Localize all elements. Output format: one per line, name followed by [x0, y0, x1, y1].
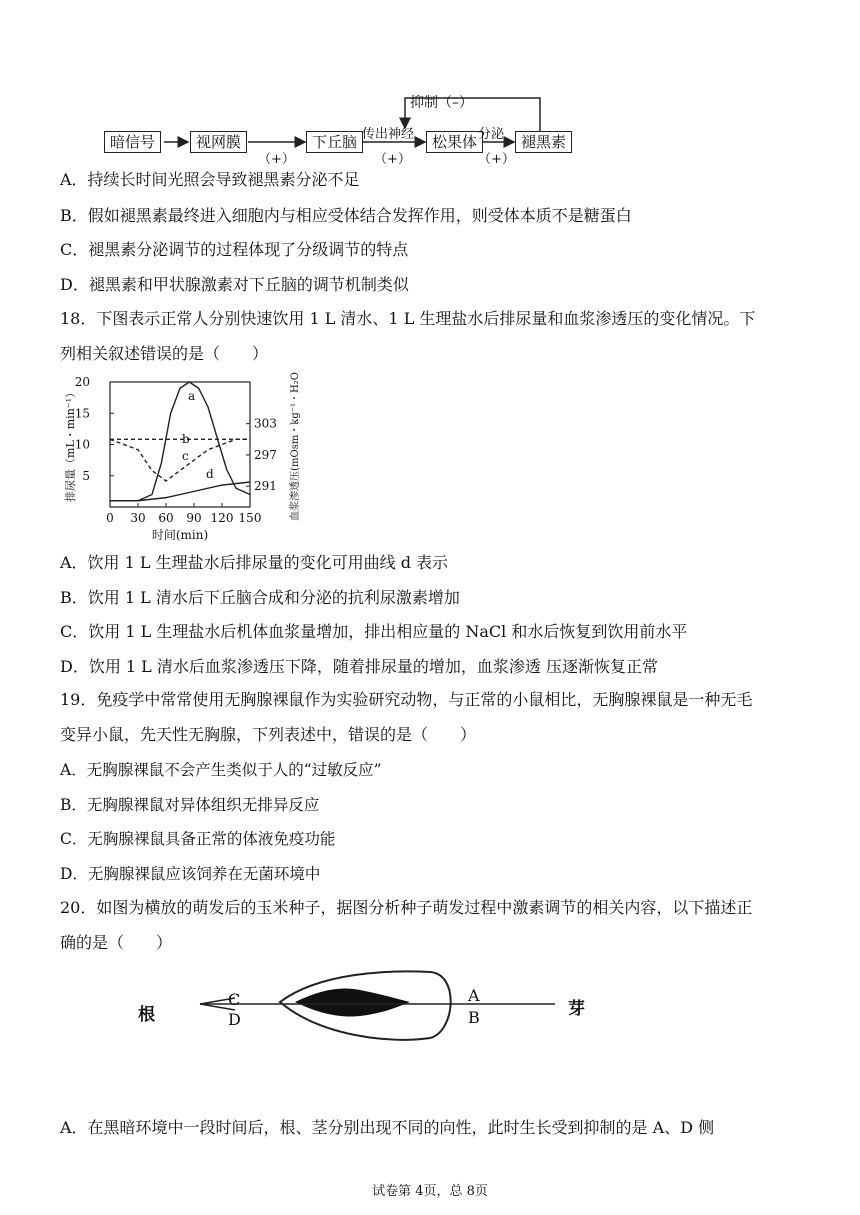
- y-left-tick-label: 5: [82, 468, 90, 483]
- series-label-b: b: [182, 432, 190, 446]
- x-tick-label: 90: [186, 511, 202, 525]
- seed-label-b: B: [468, 1008, 480, 1027]
- box-hypothalamus: 下丘脑: [306, 131, 363, 153]
- box-retina: 视网膜: [190, 131, 247, 153]
- seed-label-d: D: [228, 1010, 241, 1029]
- plus-label-1: （+）: [258, 152, 295, 167]
- q18-option-a: A．饮用 1 L 生理盐水后排尿量的变化可用曲线 d 表示: [60, 553, 449, 572]
- label-efferent-nerve: 传出神经: [362, 127, 415, 142]
- plot-frame: [110, 382, 250, 507]
- q19-option-b: B．无胸腺裸鼠对异体组织无排异反应: [60, 796, 320, 814]
- q20-stem-line2: 确的是（ ）: [60, 933, 173, 952]
- q18-stem-line2: 列相关叙述错误的是（ ）: [60, 344, 269, 363]
- y-right-tick-label: 297: [254, 447, 277, 462]
- q19-option-d: D．无胸腺裸鼠应该饲养在无菌环境中: [60, 865, 321, 883]
- q17-option-c: C．褪黑素分泌调节的过程体现了分级调节的特点: [60, 240, 409, 259]
- q18-chart: [60, 372, 310, 544]
- q18-option-d: D．饮用 1 L 清水后血浆渗透压下降，随着排尿量的增加，血浆渗透 压逐渐恢复正常: [60, 657, 658, 676]
- q19-option-a: A．无胸腺裸鼠不会产生类似于人的“过敏反应”: [60, 761, 382, 779]
- plus-label-3: （+）: [478, 152, 515, 167]
- y-right-axis-label: 血浆渗透压(mOsm・kg⁻¹・H₂O): [290, 372, 301, 521]
- label-secrete: 分泌: [478, 127, 505, 142]
- x-tick-label: 120: [210, 511, 234, 525]
- y-left-tick-label: 20: [74, 375, 90, 389]
- x-tick-label: 60: [158, 511, 174, 525]
- series-label-d: d: [206, 467, 214, 481]
- y-left-tick-label: 10: [74, 437, 90, 452]
- y-left-axis-label: 排尿量（mL・min⁻¹）: [64, 387, 77, 502]
- q20-stem-line1: 20．如图为横放的萌发后的玉米种子，据图分析种子萌发过程中激素调节的相关内容，以下描述正: [60, 898, 753, 917]
- q19-option-c: C．无胸腺裸鼠具备正常的体液免疫功能: [60, 830, 336, 848]
- y-right-tick-label: 291: [254, 479, 277, 494]
- bud-label: 芽: [568, 999, 585, 1019]
- x-tick-label: 0: [106, 511, 114, 525]
- series-line-d: [110, 482, 250, 501]
- seed-label-c: C: [228, 990, 241, 1009]
- x-axis-label: 时间(min): [151, 528, 209, 542]
- q17-option-b: B．假如褪黑素最终进入细胞内与相应受体结合发挥作用，则受体本质不是糖蛋白: [60, 206, 632, 225]
- q17-option-a: A．持续长时间光照会导致褪黑素分泌不足: [60, 170, 360, 189]
- q18-chart-svg: [60, 372, 310, 544]
- seed-label-a: A: [468, 986, 480, 1005]
- y-left-tick-label: 15: [74, 406, 90, 421]
- q18-option-b: B．饮用 1 L 清水后下丘脑合成和分泌的抗利尿激素增加: [60, 588, 460, 607]
- root-label: 根: [138, 1005, 155, 1025]
- q18-option-c: C．饮用 1 L 生理盐水后机体血浆量增加，排出相应量的 NaCl 和水后恢复到饮用前水平: [60, 622, 688, 641]
- page-footer: 试卷第 4页，总 8页: [372, 1184, 488, 1199]
- x-tick-label: 30: [130, 511, 146, 525]
- inhibit-label: 抑制（–）: [410, 95, 473, 111]
- q17-flow-diagram: [100, 90, 580, 167]
- q18-stem-line1: 18．下图表示正常人分别快速饮用 1 L 清水、1 L 生理盐水后排尿量和血浆渗透压的变化情况。下: [60, 309, 756, 328]
- x-tick-label: 150: [238, 511, 262, 525]
- q19-stem-line2: 变异小鼠，先天性无胸腺，下列表述中，错误的是（ ）: [60, 725, 477, 744]
- q19-stem-line1: 19．免疫学中常常使用无胸腺裸鼠作为实验研究动物，与正常的小鼠相比，无胸腺裸鼠是一种无毛: [60, 690, 753, 709]
- seed-drawing: [130, 962, 630, 1052]
- box-melatonin: 褪黑素: [515, 131, 572, 153]
- box-dark-signal: 暗信号: [104, 131, 161, 153]
- y-right-tick-label: 303: [254, 416, 277, 431]
- box-pineal: 松果体: [426, 131, 483, 153]
- q17-option-d: D．褪黑素和甲状腺激素对下丘脑的调节机制类似: [60, 275, 409, 294]
- q20-option-a: A．在黑暗环境中一段时间后，根、茎分别出现不同的向性，此时生长受到抑制的是 A、D 侧: [60, 1118, 715, 1137]
- q20-seed-diagram: [130, 962, 630, 1052]
- series-label-a: a: [188, 389, 196, 403]
- series-label-c: c: [182, 449, 189, 463]
- plus-label-2: （+）: [374, 152, 411, 167]
